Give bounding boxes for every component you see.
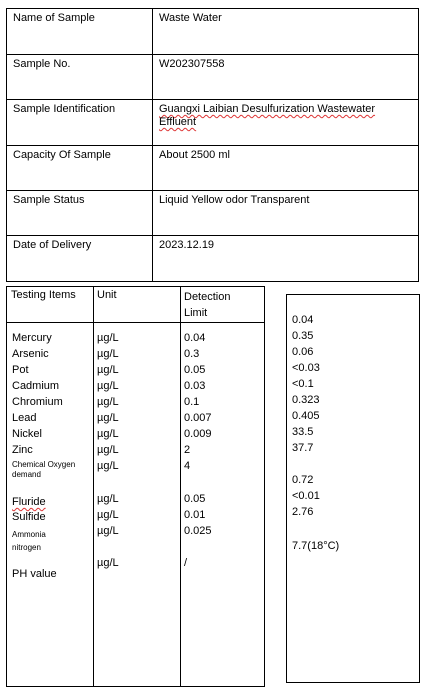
info-value-text: Guangxi Laibian Desulfurization Wastewater Effluent — [159, 103, 376, 128]
info-row — [7, 55, 419, 100]
item-name: PH value — [12, 568, 57, 580]
unit-cell: µg/L — [97, 557, 119, 569]
item-name: Nickel — [12, 428, 42, 440]
sample-info-table — [6, 8, 419, 282]
header-unit: Unit — [97, 289, 117, 301]
result-value: 0.06 — [292, 346, 314, 358]
unit-cell: µg/L — [97, 525, 119, 537]
item-name: Zinc — [12, 444, 33, 456]
limit-cell: 0.04 — [184, 332, 206, 344]
limit-cell: 0.3 — [184, 348, 200, 360]
info-row — [7, 236, 419, 282]
header-divider — [6, 322, 265, 323]
limit-cell: 0.025 — [184, 525, 212, 537]
result-value: <0.1 — [292, 378, 314, 390]
info-value — [153, 100, 419, 146]
unit-cell: µg/L — [97, 460, 119, 472]
info-label: Sample Identification — [7, 100, 153, 146]
unit-cell: µg/L — [97, 493, 119, 505]
item-name: Sulfide — [12, 511, 46, 523]
info-label: Name of Sample — [7, 9, 153, 55]
info-label: Sample No. — [7, 55, 153, 100]
result-value: 33.5 — [292, 426, 314, 438]
unit-cell: µg/L — [97, 348, 119, 360]
unit-cell: µg/L — [97, 444, 119, 456]
column-divider — [93, 286, 94, 687]
unit-cell: µg/L — [97, 332, 119, 344]
result-value: 0.04 — [292, 314, 314, 326]
unit-cell: µg/L — [97, 428, 119, 440]
result-value: <0.01 — [292, 490, 320, 502]
limit-cell: 0.05 — [184, 493, 206, 505]
info-row — [7, 146, 419, 191]
item-name: Pot — [12, 364, 29, 376]
limit-cell: 0.05 — [184, 364, 206, 376]
item-name-text: Fluride — [12, 496, 46, 508]
limit-cell: 4 — [184, 460, 191, 472]
item-name: Mercury — [12, 332, 52, 344]
info-row — [7, 100, 419, 146]
result-value: 0.405 — [292, 410, 320, 422]
limit-cell: / — [184, 557, 188, 569]
result-value: 37.7 — [292, 442, 314, 454]
limit-cell: 0.01 — [184, 509, 206, 521]
unit-cell: µg/L — [97, 412, 119, 424]
item-name: Chromium — [12, 396, 63, 408]
unit-cell: µg/L — [97, 509, 119, 521]
result-value: 7.7(18°C) — [292, 540, 340, 552]
limit-cell: 0.1 — [184, 396, 200, 408]
result-value: <0.03 — [292, 362, 320, 374]
limit-cell: 0.03 — [184, 380, 206, 392]
info-label: Sample Status — [7, 191, 153, 236]
result-value: 0.323 — [292, 394, 320, 406]
info-label: Capacity Of Sample — [7, 146, 153, 191]
unit-cell: µg/L — [97, 364, 119, 376]
result-value: 0.72 — [292, 474, 314, 486]
result-value: 0.35 — [292, 330, 314, 342]
result-value: 2.76 — [292, 506, 314, 518]
item-name: Lead — [12, 412, 37, 424]
header-testing-items: Testing Items — [11, 289, 76, 301]
info-value: W202307558 — [153, 55, 419, 100]
limit-cell: 2 — [184, 444, 191, 456]
item-name: Cadmium — [12, 380, 60, 392]
unit-cell: µg/L — [97, 396, 119, 408]
header-detection-limit: Detection Limit — [184, 291, 231, 319]
info-row — [7, 191, 419, 236]
item-name: Ammonia nitrogen — [12, 530, 46, 552]
item-name: Arsenic — [12, 348, 49, 360]
item-name: Chemical Oxygen demand — [12, 460, 76, 479]
info-value: Liquid Yellow odor Transparent — [153, 191, 419, 236]
info-label: Date of Delivery — [7, 236, 153, 282]
info-value: 2023.12.19 — [153, 236, 419, 282]
unit-cell: µg/L — [97, 380, 119, 392]
item-name — [12, 496, 46, 509]
column-divider — [180, 286, 181, 687]
limit-cell: 0.009 — [184, 428, 212, 440]
testing-table — [6, 286, 265, 687]
limit-cell: 0.007 — [184, 412, 212, 424]
info-value: Waste Water — [153, 9, 419, 55]
info-value: About 2500 ml — [153, 146, 419, 191]
info-row — [7, 9, 419, 55]
